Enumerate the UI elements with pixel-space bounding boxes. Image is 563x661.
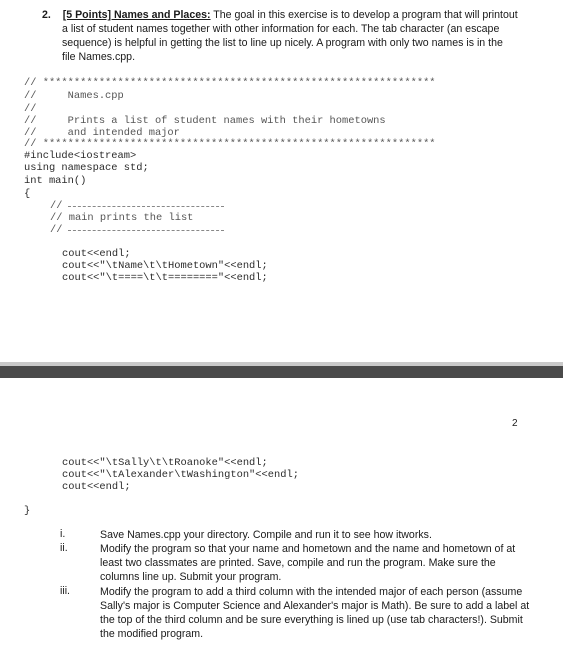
task-3-text: Modify the program to add a third column with the intended major of each person (assume Sally's major is Computer Science and Alexander's major is Math). Be sure to add a label at the top of the third column and be sure everything is lined up (use tab characters!). Submit the modified program.: [100, 586, 530, 640]
comment-dashes-2: [68, 230, 224, 231]
task-1-text: Save Names.cpp your directory. Compile and run it to see how itworks.: [100, 529, 432, 541]
code-namespace: using namespace std;: [24, 162, 149, 174]
code-line-endl-1: cout<<endl;: [62, 248, 131, 260]
page-break: [0, 366, 563, 378]
task-2-number: ii.: [60, 542, 68, 554]
question-number: 2.: [42, 9, 51, 21]
code-line-endl-2: cout<<endl;: [62, 481, 131, 493]
code-main-comment-1: //: [50, 200, 63, 212]
code-line-underline: cout<<"\t====\t\t========"<<endl;: [62, 272, 268, 284]
code-brace-close: }: [24, 505, 31, 517]
question-line-3: sequence) is helpful in getting the list to line up nicely. A program with only two names is in the: [62, 37, 503, 49]
code-line-header: cout<<"\tName\t\tHometown"<<endl;: [62, 260, 268, 272]
code-line-alexander: cout<<"\tAlexander\tWashington"<<endl;: [62, 469, 299, 481]
code-comment-filename: // Names.cpp: [24, 90, 124, 102]
code-comment-desc-2: // and intended major: [24, 127, 180, 139]
code-stars-bottom: // ***************************************************************: [24, 138, 436, 150]
question-line-4: file Names.cpp.: [62, 51, 136, 63]
code-stars-top: // ***************************************************************: [24, 77, 436, 89]
page-number: 2: [512, 418, 518, 429]
question-header: [42, 8, 532, 22]
task-2-text: Modify the program so that your name and hometown and the name and hometown of at least two classmates are printed. Save, compile and run the program. Make sure the columns line up. Submit your program.: [100, 543, 516, 583]
question-line-2: a list of student names together with other information for each. The tab character (an escape: [62, 23, 500, 35]
code-main: int main(): [24, 175, 87, 187]
code-main-comment-3: //: [50, 224, 63, 236]
comment-dashes-1: [68, 206, 224, 207]
code-brace-open: {: [24, 188, 31, 200]
question-line-1: The goal in this exercise is to develop a program that will printout: [213, 9, 518, 21]
code-comment-blank: //: [24, 103, 37, 115]
task-3-number: iii.: [60, 585, 71, 597]
code-main-comment-2: // main prints the list: [50, 212, 194, 224]
code-include: #include<iostream>: [24, 150, 137, 162]
task-1-number: i.: [60, 528, 66, 540]
code-line-sally: cout<<"\tSally\t\tRoanoke"<<endl;: [62, 457, 268, 469]
code-comment-desc-1: // Prints a list of student names with their hometowns: [24, 115, 386, 127]
question-title: [5 Points] Names and Places:: [62, 9, 211, 21]
